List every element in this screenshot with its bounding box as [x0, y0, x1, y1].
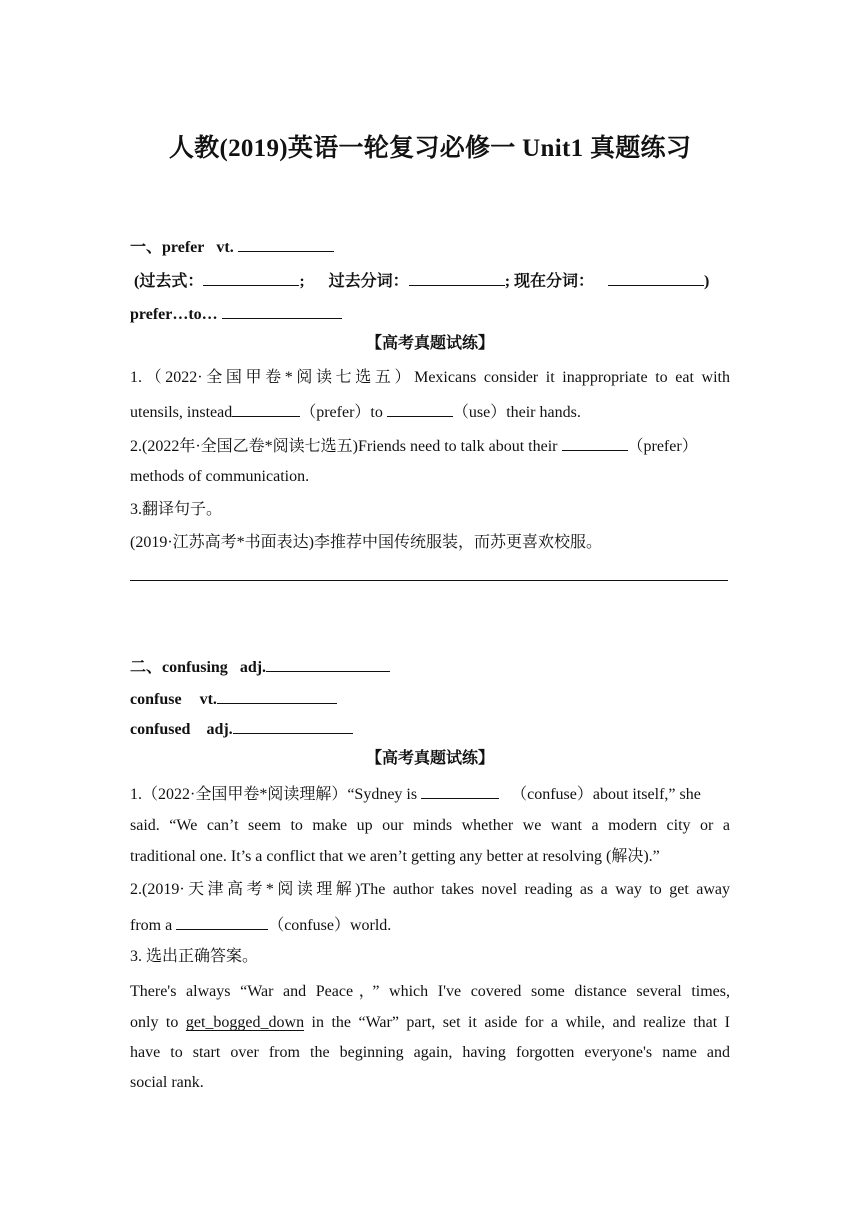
- section2-blank[interactable]: [266, 655, 390, 672]
- s2-q1-line2: said. “We can’t seem to make up our minds whether we want a modern city or a: [130, 817, 730, 834]
- practice-heading-2: 【高考真题试练】: [365, 750, 494, 767]
- s1-q3-label: 3.翻译句子。: [130, 501, 223, 518]
- confuse-blank[interactable]: [217, 687, 337, 704]
- confused-pos: adj.: [206, 721, 233, 738]
- section1-word: 一、prefer: [130, 239, 205, 256]
- past-tense-label: (过去式：: [134, 273, 204, 290]
- s2-q2-line1: 2.(2019·天津高考*阅读理解)The author takes novel reading as a way to get away: [130, 881, 730, 898]
- s1-q3-prompt: (2019·江苏高考*书面表达)李推荐中国传统服装，而苏更喜欢校服。: [130, 534, 602, 551]
- confused-word: confused: [130, 721, 191, 738]
- s2-q3-line3: have to start over from the beginning again, having forgotten everyone's name and: [130, 1044, 730, 1061]
- s1-q1-blank-1[interactable]: [232, 400, 300, 417]
- s2-q2-hint: （confuse）world.: [268, 917, 392, 934]
- s1-q1-blank-2[interactable]: [387, 400, 453, 417]
- section2-heading: [130, 655, 730, 679]
- section1-pos: vt.: [216, 239, 234, 256]
- present-participle-blank[interactable]: [608, 269, 704, 286]
- s1-q1-text: utensils, instead: [130, 404, 233, 421]
- practice-heading-1: 【高考真题试练】: [365, 335, 494, 352]
- phrase-line: [130, 302, 730, 326]
- confuse-pos: vt.: [199, 691, 217, 708]
- confuse-line: [130, 687, 730, 711]
- s2-q3-line1: There's always “War and Peace，” which I've covered some distance several times,: [130, 983, 730, 1000]
- s1-q2-hint: （prefer）: [627, 438, 698, 455]
- s1-q2-text: 2.(2022年·全国乙卷*阅读七选五)Friends need to talk about their: [130, 438, 558, 455]
- section1-heading: [130, 235, 730, 259]
- s2-q2-blank[interactable]: [176, 913, 268, 930]
- section2-word: 二、confusing: [130, 659, 228, 676]
- s1-q1-line2: [130, 400, 730, 424]
- section1-forms: (过去式： ; 过去分词： ; 现在分词： ): [134, 269, 730, 293]
- underlined-phrase: get_bogged_down: [185, 1014, 305, 1031]
- s2-q2-line2: [130, 913, 730, 937]
- page-title: 人教(2019)英语一轮复习必修一 Unit1 真题练习: [168, 135, 692, 162]
- translation-answer-line[interactable]: [130, 580, 728, 581]
- past-tense-blank[interactable]: [203, 269, 299, 286]
- s2-q1-line1: [130, 782, 730, 806]
- phrase-blank[interactable]: [222, 302, 342, 319]
- s2-q1-text: 1.（2022·全国甲卷*阅读理解）“Sydney is: [130, 786, 418, 803]
- present-participle-label: 现在分词：: [514, 273, 595, 290]
- s1-q1-line1: 1.（2022·全国甲卷*阅读七选五）Mexicans consider it inappropriate to eat with: [130, 369, 730, 386]
- s2-q2-text: from a: [130, 917, 173, 934]
- answer-blank[interactable]: [238, 235, 334, 252]
- confused-blank[interactable]: [233, 717, 353, 734]
- s1-q1-hint2: （use）their hands.: [452, 404, 581, 421]
- s1-q2-blank[interactable]: [562, 434, 628, 451]
- s2-q3-text-a: only to: [130, 1014, 179, 1031]
- s1-q1-hint1: （prefer）to: [300, 404, 383, 421]
- phrase-text: prefer…to…: [130, 306, 218, 323]
- s2-q3-label: 3. 选出正确答案。: [130, 948, 259, 965]
- confused-line: [130, 717, 730, 741]
- s2-q3-line4: social rank.: [130, 1074, 204, 1091]
- forms-close: ): [704, 273, 710, 290]
- s1-q2-line2: methods of communication.: [130, 468, 310, 485]
- s2-q1-line3: traditional one. It’s a conflict that we aren’t getting any better at resolving (解决).”: [130, 848, 660, 865]
- past-participle-label: 过去分词：: [328, 273, 409, 290]
- s2-q3-text-b: in the “War” part, set it aside for a while, and realize that I: [311, 1014, 731, 1031]
- s2-q3-line2: [130, 1012, 730, 1034]
- s2-q1-blank[interactable]: [421, 782, 499, 799]
- s2-q1-hint: （confuse）about itself,” she: [511, 786, 701, 803]
- section2-pos: adj.: [239, 659, 267, 676]
- s1-q2-line1: [130, 434, 730, 458]
- confuse-word: confuse: [130, 691, 182, 708]
- past-participle-blank[interactable]: [409, 269, 505, 286]
